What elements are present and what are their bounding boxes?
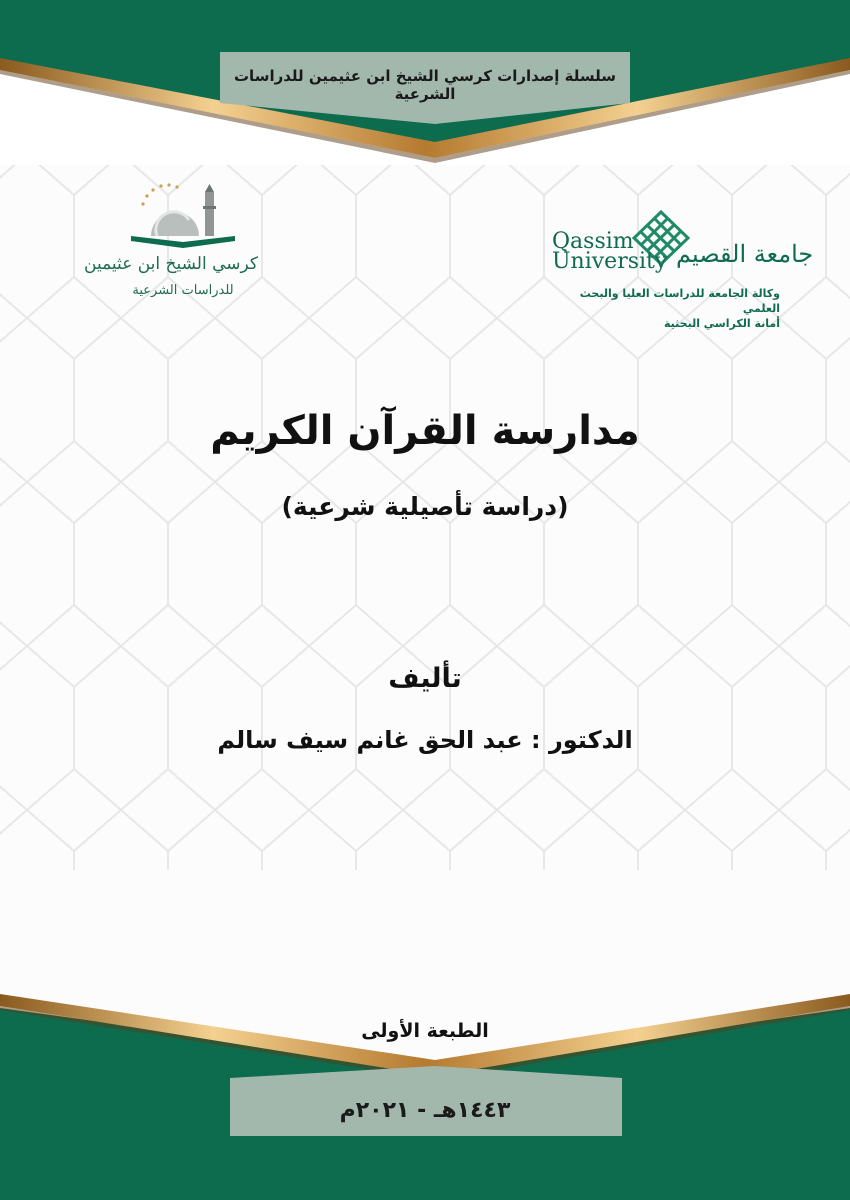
- publication-year: ١٤٤٣هـ - ٢٠٢١م: [339, 1098, 511, 1123]
- dome-minaret-icon: [123, 180, 243, 252]
- qassim-name-en: Qassim University: [552, 229, 668, 274]
- qassim-subtitle: وكالة الجامعة للدراسات العليا والبحث العلمي أمانة الكراسي البحثية: [579, 287, 780, 330]
- qassim-name-ar: جامعة القصيم: [676, 240, 814, 268]
- series-title: سلسلة إصدارات كرسي الشيخ ابن عثيمين للدراسات الشرعية: [233, 67, 617, 103]
- chair-name-ar: كرسي الشيخ ابن عثيمين: [84, 254, 258, 274]
- ibn-uthaymeen-chair-logo: [84, 180, 258, 320]
- chair-subtitle-ar: للدراسات الشرعية: [132, 283, 234, 298]
- author-label: تأليف: [388, 663, 462, 694]
- book-subtitle: (دراسة تأصيلية شرعية): [281, 492, 569, 521]
- qassim-university-logo: [552, 208, 814, 348]
- edition-label: الطبعة الأولى: [361, 1020, 489, 1042]
- book-title: مدارسة القرآن الكريم: [210, 408, 640, 454]
- author-name: الدكتور : عبد الحق غانم سيف سالم: [217, 726, 633, 754]
